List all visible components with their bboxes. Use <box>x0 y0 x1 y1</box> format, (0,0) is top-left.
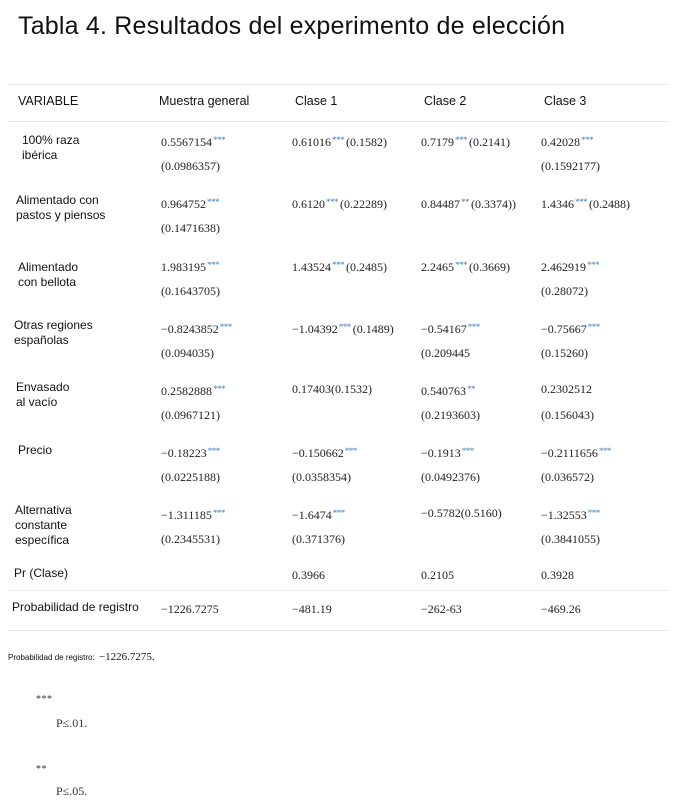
cell-clase-1: 1.43524*** (0.2485) <box>292 260 387 274</box>
row-label: Alternativa constante específica <box>15 503 72 547</box>
cell-clase-3: −0.75667*** (0.15260) <box>541 322 600 360</box>
cell-clase-3: −0.2111656*** (0.036572) <box>541 446 611 484</box>
note-label: Probabilidad de registro: <box>8 653 95 662</box>
cell-general: 0.2582888*** (0.0967121) <box>161 384 225 422</box>
cell-general: 1.983195*** (0.1643705) <box>161 260 220 298</box>
header-clase-3: Clase 3 <box>544 94 587 108</box>
cell-clase-1: 0.3966 <box>292 568 325 582</box>
cell-clase-3: −1.32553*** (0.3841055) <box>541 508 600 546</box>
row-label: Alimentado con pastos y piensos <box>16 193 106 222</box>
footnote-mark-2: ** <box>36 764 47 775</box>
header-variable: VARIABLE <box>18 94 79 108</box>
cell-clase-3: 2.462919*** (0.28072) <box>541 260 599 298</box>
footnote-text-1: P≤.01. <box>56 716 88 730</box>
cell-clase-1: 0.61016*** (0.1582) <box>292 135 387 149</box>
cell-clase-2: −262-63 <box>421 602 462 616</box>
cell-clase-1: −0.150662*** (0.0358354) <box>292 446 357 484</box>
cell-general: −0.8243852*** (0.094035) <box>161 322 232 360</box>
cell-clase-2: −0.1913*** (0.0492376) <box>421 446 480 484</box>
table-header <box>8 85 668 122</box>
cell-clase-2: 0.540763** (0.2193603) <box>421 384 480 422</box>
row-divider <box>8 590 668 591</box>
footnote-text-2: P≤.05. <box>56 784 88 798</box>
row-label: 100% raza ibérica <box>22 133 80 162</box>
row-label: Probabilidad de registro <box>12 600 139 614</box>
cell-clase-3: 1.4346*** (0.2488) <box>541 197 630 211</box>
cell-clase-3: 0.2302512 (0.156043) <box>541 382 594 422</box>
table-note <box>8 651 155 663</box>
footnote-mark-1: *** <box>36 694 53 705</box>
cell-general: −1.311185*** (0.2345531) <box>161 508 225 546</box>
cell-clase-1: 0.17403(0.1532) <box>292 382 372 396</box>
row-label: Envasado al vacío <box>16 380 70 409</box>
cell-clase-2: 0.7179*** (0.2141) <box>421 135 510 149</box>
row-label: Otras regiones españolas <box>14 318 93 347</box>
table-title: Tabla 4. Resultados del experimento de elección <box>18 12 566 40</box>
header-muestra-general: Muestra general <box>159 94 250 108</box>
cell-general: 0.964752*** (0.1471638) <box>161 197 220 235</box>
cell-clase-3: 0.3928 <box>541 568 574 582</box>
cell-clase-2: −0.54167*** (0.209445 <box>421 322 480 360</box>
cell-general: 0.5567154*** (0.0986357) <box>161 135 225 173</box>
row-label: Alimentado con bellota <box>18 260 79 289</box>
cell-general: −1226.7275 <box>161 602 219 616</box>
cell-clase-2: 2.2465*** (0.3669) <box>421 260 510 274</box>
cell-clase-2: 0.84487** (0.3374)) <box>421 197 516 211</box>
cell-clase-3: 0.42028*** (0.1592177) <box>541 135 600 173</box>
results-table <box>8 84 668 631</box>
cell-clase-1: −1.04392*** (0.1489) <box>292 322 394 336</box>
cell-clase-2: 0.2105 <box>421 568 454 582</box>
cell-general: −0.18223*** (0.0225188) <box>161 446 220 484</box>
cell-clase-3: −469.26 <box>541 602 581 616</box>
cell-clase-1: −481.19 <box>292 602 332 616</box>
row-label: Pr (Clase) <box>14 566 69 580</box>
cell-clase-1: −1.6474*** (0.371376) <box>292 508 345 546</box>
header-clase-2: Clase 2 <box>424 94 467 108</box>
cell-clase-2: −0.5782(0.5160) <box>421 506 502 520</box>
cell-clase-1: 0.6120*** (0.22289) <box>292 197 387 211</box>
row-label: Precio <box>18 443 53 457</box>
header-clase-1: Clase 1 <box>295 94 338 108</box>
note-value: −1226.7275. <box>98 651 155 663</box>
